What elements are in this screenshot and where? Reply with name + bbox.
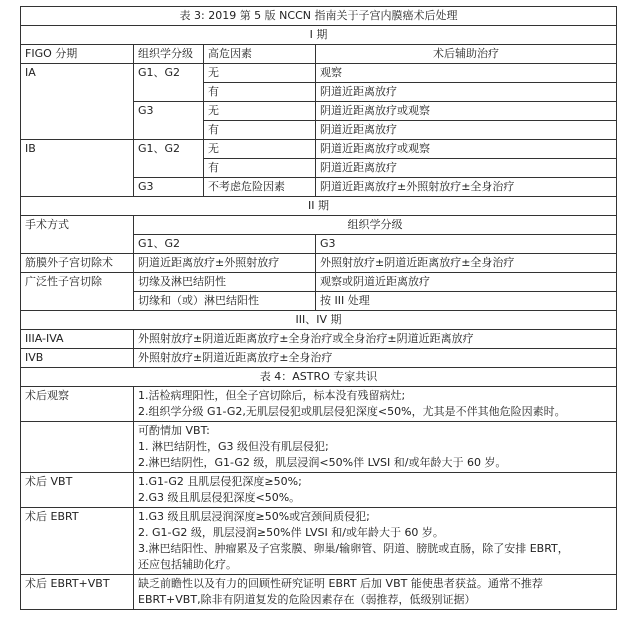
grade-cell: G1、G2 (134, 140, 204, 178)
stage-cell: IIIA-IVA (21, 330, 134, 349)
recommendation-cell (134, 508, 617, 575)
recommendation-line: 缺乏前瞻性以及有力的回顾性研究证明 EBRT 后加 VBT 能使患者获益。通常不推荐 (138, 577, 543, 590)
stage-cell: IVB (21, 349, 134, 368)
stage2-header-row (21, 216, 617, 235)
recommendation-line: 可酌情加 VBT: (138, 424, 210, 437)
surgery-cell: 筋膜外子宫切除术 (21, 254, 134, 273)
header-surgery: 手术方式 (21, 216, 134, 254)
table-row (21, 422, 617, 473)
table-row (21, 575, 617, 610)
treatment-cell: 观察或阴道近距离放疗 (316, 273, 617, 292)
recommendation-line: 2. G1-G2 级，肌层浸润≥50%伴 LVSI 和/或年龄大于 60 岁。 (138, 526, 444, 539)
recommendation-line: 还应包括辅助化疗。 (138, 558, 237, 571)
recommendation-line: 1. 淋巴结阴性，G3 级但没有肌层侵犯; (138, 440, 329, 453)
grade-cell: G3 (134, 178, 204, 197)
risk-cell: 无 (204, 102, 316, 121)
condition-cell: 切缘及淋巴结阴性 (134, 273, 316, 292)
table4-title: 表 4：ASTRO 专家共识 (21, 368, 617, 387)
stage34-heading-row (21, 311, 617, 330)
table-row (21, 330, 617, 349)
treatment-cell: 观察 (316, 64, 617, 83)
stage1-header-row (21, 45, 617, 64)
table3-title: 表 3: 2019 第 5 版 NCCN 指南关于子宫内膜癌术后处理 (21, 7, 617, 26)
header-grade-group: 组织学分级 (134, 216, 617, 235)
table-row (21, 349, 617, 368)
subheader-g3: G3 (316, 235, 617, 254)
recommendation-cell (134, 473, 617, 508)
category-cell-empty (21, 422, 134, 473)
treatment-cell: 阴道近距离放疗 (316, 121, 617, 140)
recommendation-cell (134, 575, 617, 610)
risk-cell: 无 (204, 140, 316, 159)
recommendation-line: 1.活检病理阳性，但全子宫切除后，标本没有残留病灶; (138, 389, 406, 402)
category-cell: 术后 EBRT+VBT (21, 575, 134, 610)
risk-cell: 有 (204, 121, 316, 140)
header-figo: FIGO 分期 (21, 45, 134, 64)
stage34-heading: III、IV 期 (21, 311, 617, 330)
table4-title-row (21, 368, 617, 387)
document (20, 6, 616, 610)
table-row (21, 473, 617, 508)
recommendation-line: 2.G3 级且肌层侵犯深度<50%。 (138, 491, 301, 504)
recommendation-cell (134, 387, 617, 422)
risk-cell: 有 (204, 159, 316, 178)
stage1-heading-row (21, 26, 617, 45)
header-treatment: 术后辅助治疗 (316, 45, 617, 64)
recommendation-line: 2.淋巴结阴性，G1-G2 级，肌层浸润<50%伴 LVSI 和/或年龄大于 60 岁。 (138, 456, 507, 469)
subheader-g1g2: G1、G2 (134, 235, 316, 254)
treatment-cell: 阴道近距离放疗±外照射放疗 (134, 254, 316, 273)
table-row (21, 508, 617, 575)
stage2-heading: II 期 (21, 197, 617, 216)
treatment-cell: 阴道近距离放疗±外照射放疗±全身治疗 (316, 178, 617, 197)
stage1-heading: I 期 (21, 26, 617, 45)
recommendation-line: 1.G3 级且肌层浸润深度≥50%或宫颈间质侵犯; (138, 510, 370, 523)
risk-cell: 不考虑危险因素 (204, 178, 316, 197)
recommendation-line: 2.组织学分级 G1-G2,无肌层侵犯或肌层侵犯深度<50%，尤其是不伴其他危险因素时。 (138, 405, 566, 418)
recommendation-line: 1.G1-G2 且肌层侵犯深度≥50%; (138, 475, 302, 488)
category-cell: 术后观察 (21, 387, 134, 422)
treatment-cell: 外照射放疗±阴道近距离放疗±全身治疗或全身治疗±阴道近距离放疗 (134, 330, 617, 349)
table-row (21, 273, 617, 292)
grade-cell: G3 (134, 102, 204, 140)
header-grade: 组织学分级 (134, 45, 204, 64)
recommendation-line: EBRT+VBT,除非有阴道复发的危险因素存在（弱推荐，低级别证据） (138, 593, 476, 606)
figo-stage-cell: IB (21, 140, 134, 197)
risk-cell: 有 (204, 83, 316, 102)
condition-cell: 切缘和（或）淋巴结阳性 (134, 292, 316, 311)
surgery-cell: 广泛性子宫切除 (21, 273, 134, 311)
header-risk: 高危因素 (204, 45, 316, 64)
treatment-cell: 阴道近距离放疗 (316, 159, 617, 178)
table-row (21, 254, 617, 273)
treatment-cell: 阴道近距离放疗或观察 (316, 140, 617, 159)
table-row (21, 140, 617, 159)
figo-stage-cell: IA (21, 64, 134, 140)
risk-cell: 无 (204, 64, 316, 83)
grade-cell: G1、G2 (134, 64, 204, 102)
treatment-cell: 外照射放疗±阴道近距离放疗±全身治疗 (134, 349, 617, 368)
treatment-cell: 外照射放疗±阴道近距离放疗±全身治疗 (316, 254, 617, 273)
recommendation-line: 3.淋巴结阳性、肿瘤累及子宫浆膜、卵巢/输卵管、阴道、膀胱或直肠，除了安排 EBRT， (138, 542, 569, 555)
treatment-cell: 按 III 处理 (316, 292, 617, 311)
category-cell: 术后 VBT (21, 473, 134, 508)
stage2-heading-row (21, 197, 617, 216)
category-cell: 术后 EBRT (21, 508, 134, 575)
treatment-cell: 阴道近距离放疗或观察 (316, 102, 617, 121)
guideline-table (20, 6, 617, 610)
table-row (21, 64, 617, 83)
table3-title-row (21, 7, 617, 26)
treatment-cell: 阴道近距离放疗 (316, 83, 617, 102)
recommendation-cell (134, 422, 617, 473)
table-row (21, 387, 617, 422)
